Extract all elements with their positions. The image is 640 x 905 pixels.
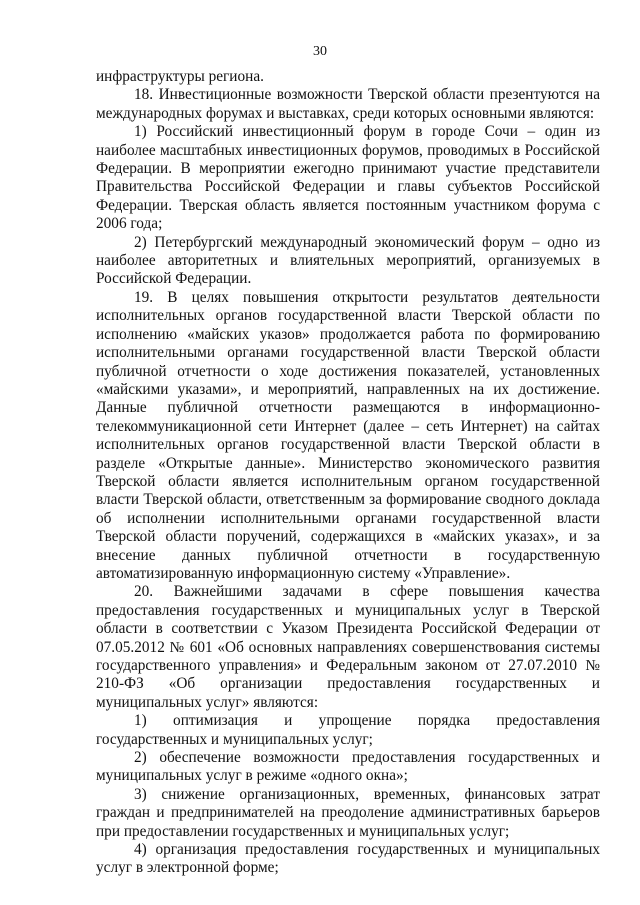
document-body [96,68,600,878]
page-number: 30 [313,44,327,59]
paragraph-20-item-2: 2) обеспечение возможности предоставления государственных и муниципальных услуг в режиме «одного окна»; [96,749,600,785]
paragraph-19: 19. В целях повышения открытости результатов деятельности исполнительных органов государственной власти Тверской области по исполнению «майских указов» продолжается работа по формированию исполнительными органами государственной власти Тверской области публичной отчетности о ходе достижения показателей, установленных «майскими указами», и мероприятий, направленных на их достижение. Данные публичной отчетности размещаются в информационно-телекоммуникационной сети Интернет (далее – сеть Интернет) на сайтах исполнительных органов государственной власти Тверской области в разделе «Открытые данные». Министерство экономического развития Тверской области является исполнительным органом государственной власти Тверской области, ответственным за формирование сводного доклада об исполнении исполнительными органами государственной власти Тверской области поручений, содержащихся в «майских указах», и за внесение данных публичной отчетности в государственную автоматизированную информационную систему «Управление». [96,288,600,582]
paragraph-continuation: инфраструктуры региона. [96,68,264,85]
paragraph-18: 18. Инвестиционные возможности Тверской области презентуются на международных форумах и выставках, среди которых основными являются: [96,86,600,122]
paragraph-18-item-1: 1) Российский инвестиционный форум в городе Сочи – один из наиболее масштабных инвестиционных форумов, проводимых в Российской Федерации. В мероприятии ежегодно принимают участие представители Правительства Российской Федерации и главы субъектов Российской Федерации. Тверская область является постоянным участником форума с 2006 года; [96,123,600,233]
paragraph-20-item-3: 3) снижение организационных, временных, финансовых затрат граждан и предпринимателей на преодоление административных барьеров при предоставлении государственных и муниципальных услуг; [96,785,600,840]
paragraph-20-item-1: 1) оптимизация и упрощение порядка предоставления государственных и муниципальных услуг; [96,712,600,748]
paragraph-20: 20. Важнейшими задачами в сфере повышения качества предоставления государственных и муниципальных услуг в Тверской области в соответствии с Указом Президента Российской Федерации от 07.05.2012 № 601 «Об основных направлениях совершенствования системы государственного управления» и Федеральным законом от 27.07.2010 № 210-ФЗ «Об организации предоставления государственных и муниципальных услуг» являются: [96,583,600,711]
paragraph-20-item-4: 4) организация предоставления государственных и муниципальных услуг в электронной форме; [96,841,600,877]
paragraph-18-item-2: 2) Петербургский международный экономический форум – одно из наиболее авторитетных и влиятельных мероприятий, организуемых в Российской Федерации. [96,233,600,288]
